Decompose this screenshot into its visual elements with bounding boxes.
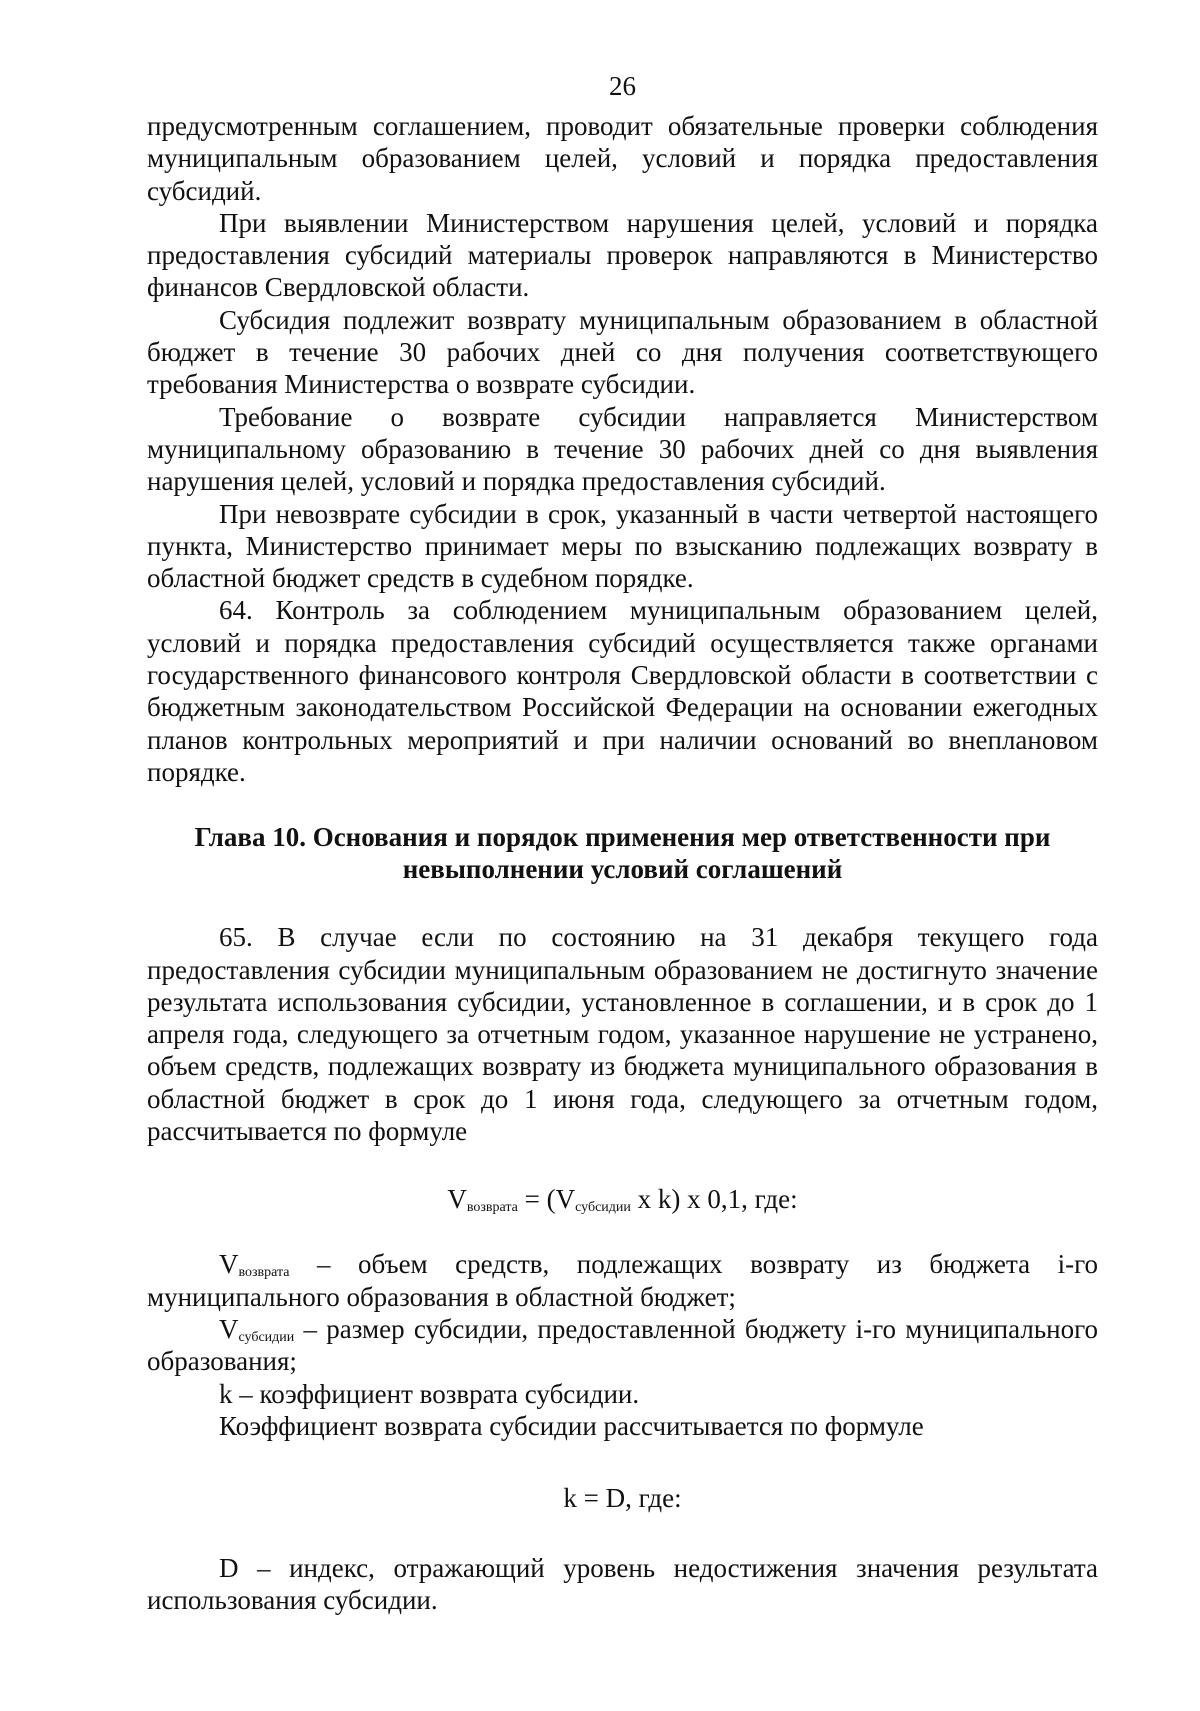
def-v-subsidy-text: – размер субсидии, предоставленной бюджету i-го муниципального образования; [147, 1313, 1098, 1377]
formula-eq-open: = (V [517, 1184, 576, 1215]
formula-k: k = D, где: [563, 1483, 682, 1514]
paragraph-65: 65. В случае если по состоянию на 31 декабря текущего года предоставления субсидии муниципальным образованием не достигнуто значение результата использования субсидии, установленное в соглашении, и в срок до 1 апреля года, следующего за отчетным годом, указанное нарушение не устранено, объем средств, подлежащих возврату из бюджета муниципального образования в областной бюджет в срок до 1 июня года, следующего за отчетным годом, рассчитывается по формуле [147, 922, 1098, 1147]
definition-v-subsidy [147, 1313, 1098, 1378]
chapter-title-line-1: Глава 10. Основания и порядок применения мер ответственности при [194, 822, 1051, 853]
def-v-return-sub: возврата [238, 1265, 290, 1281]
chapter-title-line-2: невыполнении условий соглашений [402, 854, 843, 885]
def-v-return-text: – объем средств, подлежащих возврату из бюджета i-го муниципального образования в областной бюджет; [147, 1249, 1098, 1312]
k-formula-intro: Коэффициент возврата субсидии рассчитывается по формуле [219, 1410, 924, 1441]
definition-k: k – коэффициент возврата субсидии. [219, 1378, 640, 1409]
chapter-10-title [147, 821, 1098, 885]
paragraph-non-return: При невозврате субсидии в срок, указанный в части четвертой настоящего пункта, Министерство принимает меры по взысканию подлежащих возврату в областной бюджет средств в судебном порядке. [147, 498, 1098, 594]
definition-d: D – индекс, отражающий уровень недостижения значения результата использования субсидии. [147, 1553, 1098, 1616]
formula-sub-return: возврата [466, 1200, 518, 1216]
def-v-return-symbol: V [219, 1249, 239, 1280]
paragraph-continuation: предусмотренным соглашением, проводит обязательные проверки соблюдения муниципальным образованием целей, условий и порядка предоставления субсидий. [147, 111, 1098, 206]
formula-sub-subsidy: субсидии [575, 1200, 631, 1216]
paragraph-subsidy-return: Субсидия подлежит возврату муниципальным образованием в областной бюджет в течение 30 рабочих дней со дня получения соответствующего требования Министерства о возврате субсидии. [147, 304, 1098, 400]
formula-tail: x k) x 0,1, где: [630, 1184, 798, 1215]
page-number: 26 [609, 71, 636, 101]
def-v-subsidy-sub: субсидии [238, 1329, 295, 1345]
paragraph-return-requirement: Требование о возврате субсидии направляется Министерством муниципальному образованию в течение 30 рабочих дней со дня выявления нарушения целей, условий и порядка предоставления субсидий. [147, 401, 1098, 497]
def-v-subsidy-symbol: V [219, 1313, 239, 1344]
paragraph-violation-detection: При выявлении Министерством нарушения целей, условий и порядка предоставления субсидий материалы проверок направляются в Министерство финансов Свердловской области. [147, 207, 1098, 303]
formula-return-volume [147, 1182, 1098, 1216]
paragraph-64-control: 64. Контроль за соблюдением муниципальным образованием целей, условий и порядка предоставления субсидий осуществляется также органами государственного финансового контроля Свердловской области в соответствии с бюджетным законодательством Российской Федерации на основании ежегодных планов контрольных мероприятий и при наличии оснований во внеплановом порядке. [147, 595, 1098, 787]
definition-v-return [147, 1248, 1098, 1313]
formula-v-symbol: V [447, 1184, 467, 1215]
